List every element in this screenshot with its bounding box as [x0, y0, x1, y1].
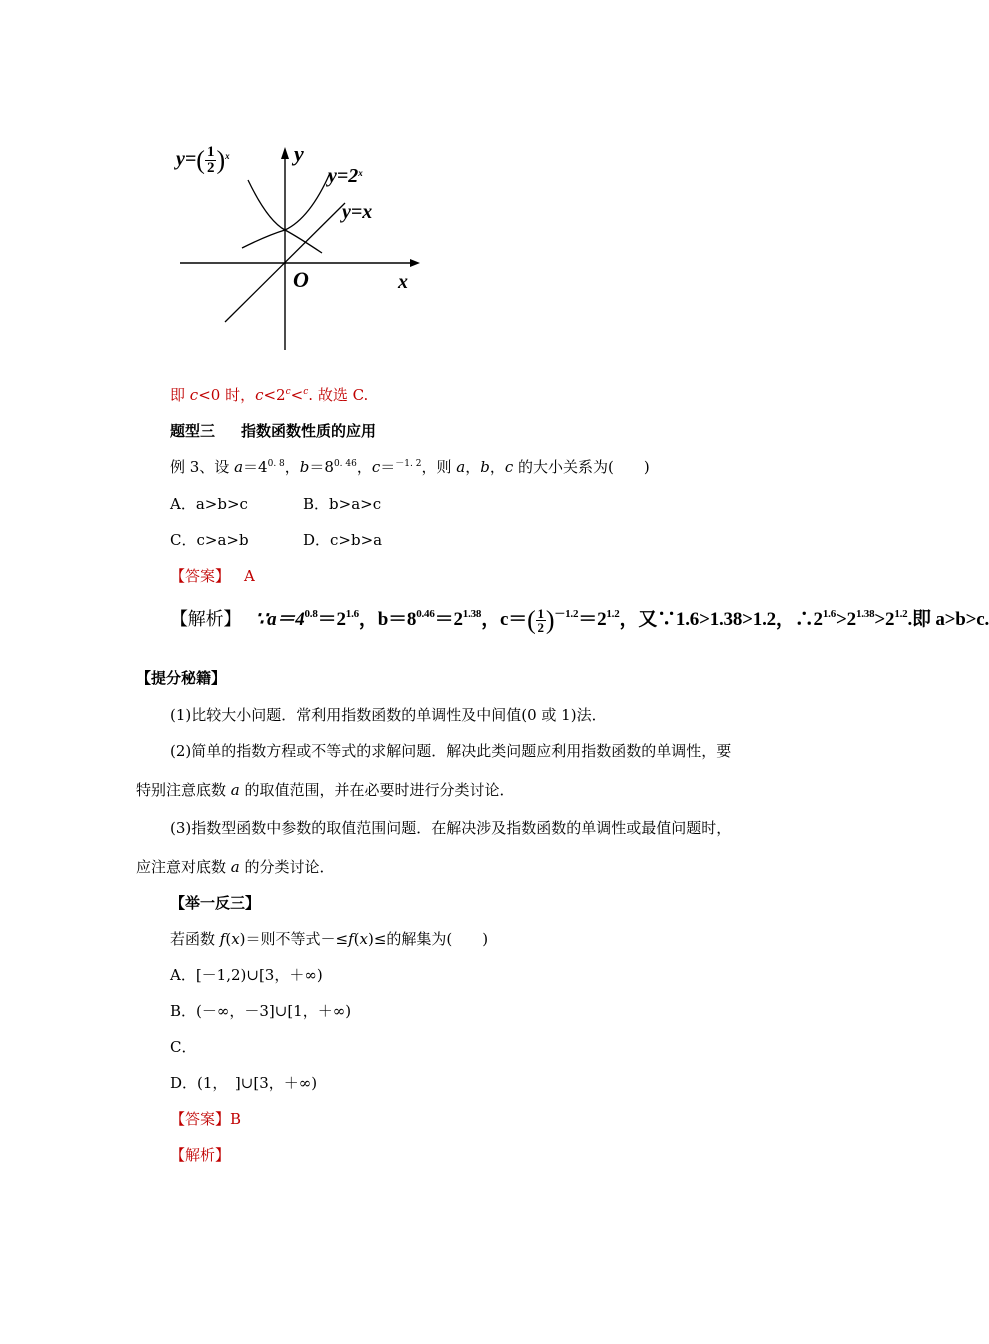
answer-3: 【答案】 A [170, 567, 255, 585]
option-a: A．a>b>c [170, 495, 248, 513]
x-axis-arrow [410, 259, 420, 267]
label-half-curve: y=( $\frac{1}{2}$ )$^x$ [176, 144, 230, 176]
label-origin: O [293, 267, 309, 292]
practice-option-b: B．(－∞，－3]∪[1，＋∞) [170, 1002, 352, 1020]
practice-analysis-label: 【解析】 [170, 1146, 231, 1164]
tips-point-3-line-2: 应注意对底数 a 的分类讨论． [136, 858, 335, 876]
tips-point-1: (1)比较大小问题．常利用指数函数的单调性及中间值(0 或 1)法． [170, 706, 607, 724]
section-title: 题型三 指数函数性质的应用 [170, 422, 377, 440]
option-c: C．c>a>b [170, 531, 249, 549]
example-3-question: 例 3、设 $a=4^{0. 8}$，$b=8^{0. 46}$，c＝$^{-1. 2}$，则 a，b，c 的大小关系为( ) [170, 458, 650, 476]
practice-option-c: C． [170, 1038, 197, 1056]
analysis-3: 【解析】 $\because a=4^{0.8}=2^{1.6}$，$b=8^{0.46}=2^{1.38}$，c＝( $\frac{1}{2}$ )$^{-1.2}=2^{1.2}$，又∵1.6>1.38>1.2，$\therefore 2^{1.6}>2^{1.38}>2^{1.2}$.即 a>b>c. [170, 605, 989, 636]
label-x-axis: x [398, 271, 408, 293]
practice-question: 若函数 f(x)＝则不等式－≤f(x)≤的解集为( ) [170, 930, 489, 948]
practice-answer: 【答案】B [170, 1110, 242, 1128]
tips-point-3-line-1: (3)指数型函数中参数的取值范围问题．在解决涉及指数函数的单调性或最值问题时， [170, 819, 732, 837]
option-d: D．c>b>a [303, 531, 383, 549]
label-2x-curve: $y=2^x$ [328, 165, 363, 187]
tips-point-2-line-2: 特别注意底数 a 的取值范围，并在必要时进行分类讨论． [136, 781, 515, 799]
y-axis-arrow [281, 147, 289, 159]
practice-option-d: D．(1， ]∪[3，＋∞) [170, 1074, 318, 1092]
option-b: B．b>a>c [303, 495, 382, 513]
curve-2-power-x [242, 173, 330, 248]
label-y-equals-x: y=x [342, 201, 373, 223]
conclusion-line: 即 c<0 时，$c<2^c<^c$. 故选 C. [170, 386, 369, 404]
tips-point-2-line-1: (2)简单的指数方程或不等式的求解问题．解决此类问题应利用指数函数的单调性，要 [170, 742, 732, 760]
practice-title: 【举一反三】 [170, 894, 261, 912]
function-graph [170, 135, 430, 359]
practice-option-a: A．[－1,2)∪[3，＋∞) [170, 966, 323, 984]
label-y-axis: y [294, 141, 304, 166]
tips-title: 【提分秘籍】 [136, 669, 227, 687]
